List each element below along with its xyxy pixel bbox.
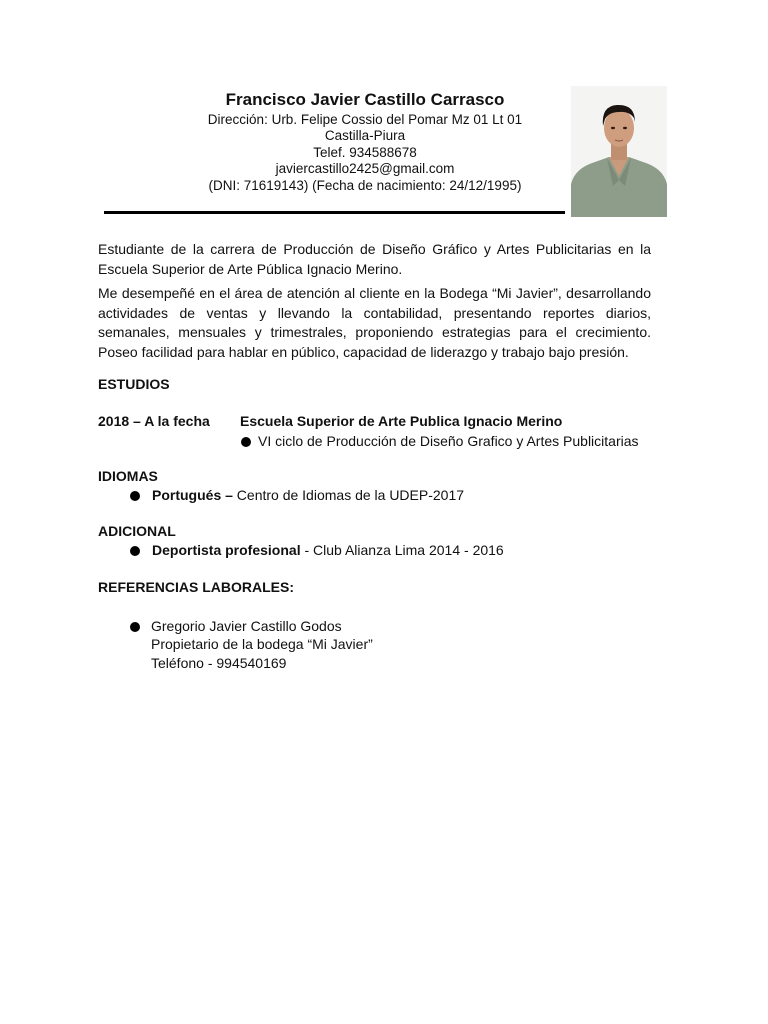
languages-heading: IDIOMAS — [98, 468, 158, 484]
additional-title: Deportista profesional — [152, 542, 301, 558]
dni-birth-line: (DNI: 71619143) (Fecha de nacimiento: 24/12/1995) — [208, 177, 522, 193]
candidate-name: Francisco Javier Castillo Carrasco — [225, 90, 505, 109]
studies-detail: VI ciclo de Producción de Diseño Grafico y Artes Publicitarias — [258, 433, 639, 449]
additional-heading: ADICIONAL — [98, 523, 176, 539]
reference-role: Propietario de la bodega “Mi Javier” — [151, 636, 373, 652]
profile-paragraph-2: Me desempeñé en el área de atención al cliente en la Bodega “Mi Javier”, desarrollando actividades de ventas y llevando la contabilidad, presentando reportes diarios, semanales, mensuales y trimestrales, proponiendo estrategias para el crecimiento. Poseo facilidad para hablar en público, capacidad de liderazgo y trabajo bajo presión. — [98, 285, 651, 360]
bullet-icon — [241, 437, 251, 447]
profile-paragraph-1: Estudiante de la carrera de Producción de Diseño Gráfico y Artes Publicitarias en la Escuela Superior de Arte Pública Ignacio Merino. — [98, 241, 651, 277]
additional-detail: - Club Alianza Lima 2014 - 2016 — [300, 542, 504, 558]
email-line: javiercastillo2425@gmail.com — [275, 161, 455, 176]
language-name: Portugués – — [152, 487, 233, 503]
bullet-icon — [130, 622, 140, 632]
reference-phone: Teléfono - 994540169 — [151, 655, 287, 671]
header-divider — [104, 211, 565, 214]
contact-header — [160, 92, 570, 194]
address-line: Dirección: Urb. Felipe Cossio del Pomar Mz 01 Lt 01 — [207, 111, 523, 127]
studies-period: 2018 – A la fecha — [98, 413, 210, 429]
studies-school: Escuela Superior de Arte Publica Ignacio Merino — [240, 413, 563, 429]
bullet-icon — [130, 546, 140, 556]
reference-name: Gregorio Javier Castillo Godos — [151, 618, 342, 634]
phone-line: Telef. 934588678 — [313, 144, 417, 160]
language-institution: Centro de Idiomas de la UDEP-2017 — [232, 487, 465, 503]
language-item — [152, 487, 464, 503]
profile-photo — [571, 86, 667, 217]
references-heading: REFERENCIAS LABORALES: — [98, 579, 295, 595]
bullet-icon — [130, 491, 140, 501]
studies-heading: ESTUDIOS — [98, 376, 170, 392]
additional-item — [152, 542, 504, 558]
city-line: Castilla-Piura — [324, 128, 406, 143]
